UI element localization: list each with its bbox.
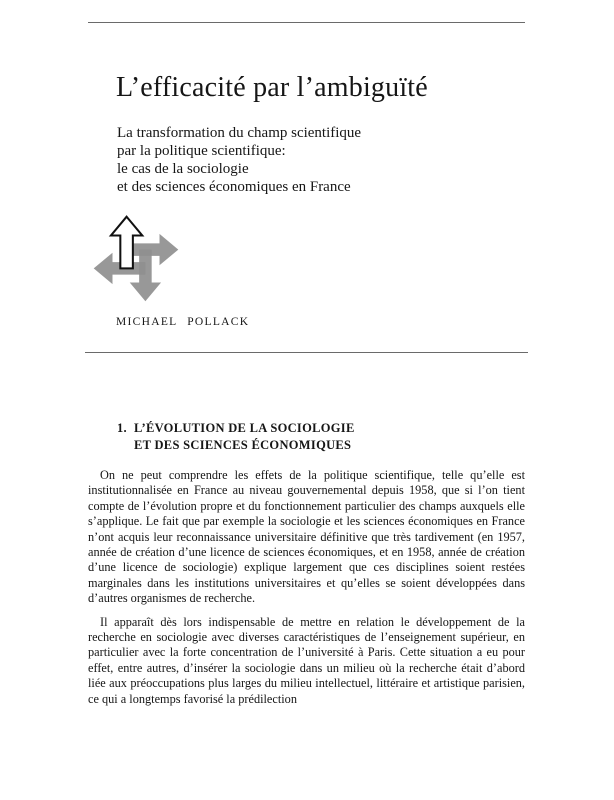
article-body bbox=[88, 468, 525, 707]
down-arrow-icon bbox=[130, 250, 161, 302]
article-title: L’efficacité par l’ambiguïté bbox=[116, 72, 428, 103]
paragraph: Il apparaît dès lors indispensable de mettre en relation le développement de la recherche en sociologie avec diverses caractéristiques de l’enseignement supérieur, en particulier avec la forte concentration de l’université à Paris. Cette situation a eu pour effet, entre autres, d’insérer la sociologie dans un milieu où la recherche était d’abord liée aux préoccupations plus larges du milieu intellectuel, littéraire et artistique parisien, ce qui a longtemps favorisé la prédilection bbox=[88, 614, 525, 706]
section-heading-line: L’ÉVOLUTION DE LA SOCIOLOGIE bbox=[134, 421, 355, 435]
top-rule bbox=[88, 22, 525, 23]
four-arrows-icon bbox=[88, 212, 184, 306]
section-number: 1. bbox=[117, 421, 127, 435]
four-arrows-logo bbox=[88, 212, 184, 306]
section-heading-line: ET DES SCIENCES ÉCONOMIQUES bbox=[134, 438, 352, 452]
subtitle-line: La transformation du champ scientifique bbox=[117, 125, 362, 141]
author-name: MICHAEL POLLACK bbox=[116, 316, 250, 328]
article-subtitle bbox=[117, 124, 361, 196]
subtitle-line: le cas de la sociologie bbox=[117, 161, 249, 177]
paragraph: On ne peut comprendre les effets de la politique scientifique, telle qu’elle est institutionnalisée en France au niveau gouvernemental depuis 1958, que si l’on tient compte de l’évolution propre et du fonctionnement particulier des champs auxquels elle s’applique. Le fait que par exemple la sociologie et les sciences économiques en France n’ont acquis leur reconnaissance universitaire définitive que très tardivement (en 1957, année de création d’une licence de sciences économiques, et en 1958, année de création d’une licence de sociologie) explique largement que ces disciplines soient restées marginales dans les institutions universitaires et qu’elles se soient développées dans d’autres organismes de recherche. bbox=[88, 468, 525, 606]
up-arrow-icon bbox=[111, 217, 142, 269]
section-heading-text bbox=[134, 420, 355, 454]
subtitle-line: et des sciences économiques en France bbox=[117, 179, 351, 195]
right-arrow-icon bbox=[127, 234, 179, 265]
subtitle-line: par la politique scientifique: bbox=[117, 143, 286, 159]
section-heading bbox=[117, 420, 355, 454]
divider-rule bbox=[85, 352, 528, 353]
